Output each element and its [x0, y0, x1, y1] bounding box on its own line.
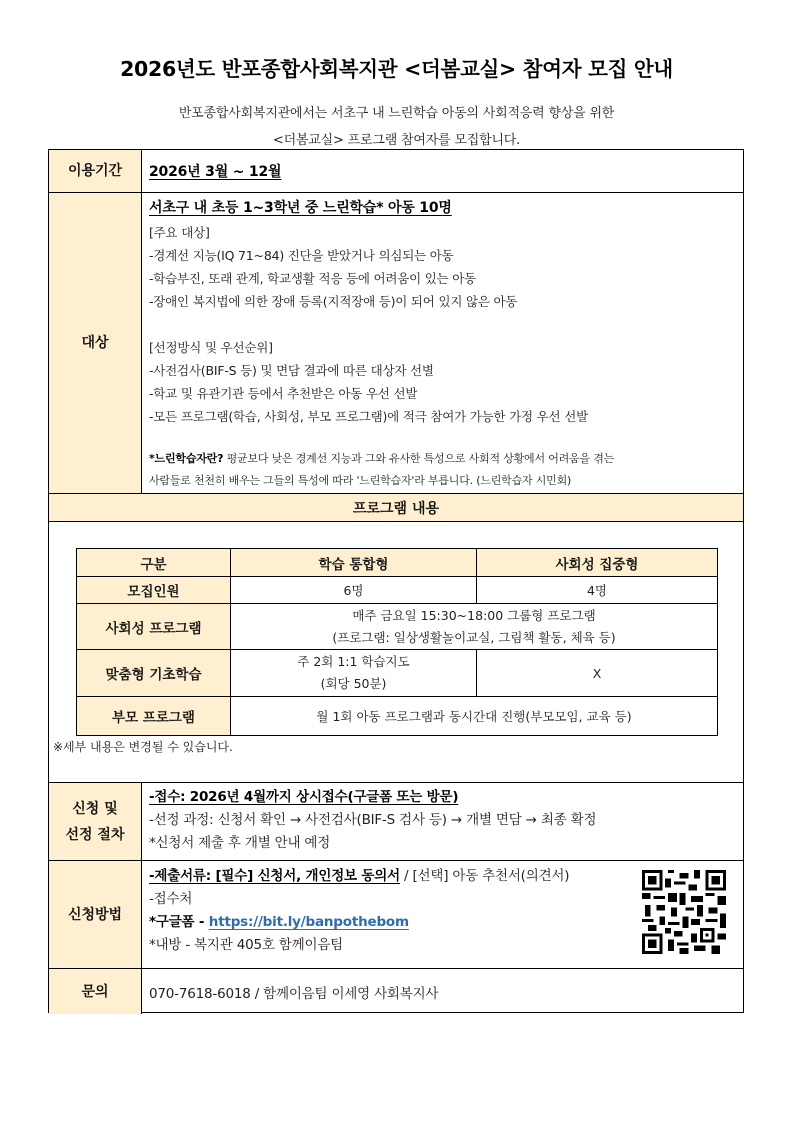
table-row [77, 650, 718, 697]
social-program-value: 매주 금요일 15:30~18:00 그룹형 프로그램 (프로그램: 일상생활놀이교실, 그림책 활동, 체육 등) [231, 604, 718, 650]
procedure-steps: -선정 과정: 신청서 확인 → 사전검사(BIF-S 검사 등) → 개별 면담 → 최종 확정 [149, 812, 597, 828]
procedure-note: *신청서 제출 후 개별 안내 예정 [149, 835, 331, 851]
visit-info: *내방 - 복지관 405호 함께이음팀 [149, 937, 344, 953]
required-docs: -제출서류: [필수] 신청서, 개인정보 동의서 [149, 868, 400, 884]
table-row [77, 697, 718, 736]
main-target-item: -학습부진, 또래 관계, 학교생활 적응 등에 어려움이 있는 아동 [149, 271, 477, 286]
header-social: 사회성 집중형 [477, 549, 718, 577]
recruit-label: 모집인원 [77, 577, 231, 604]
recruit-learning: 6명 [231, 577, 477, 604]
optional-docs: / [선택] 아동 추천서(의견서) [399, 868, 570, 884]
definition-bold: *느린학습자란? [149, 452, 224, 465]
header-learning: 학습 통합형 [231, 549, 477, 577]
contact-label: 문의 [49, 969, 142, 1014]
row-contact [49, 969, 743, 1014]
row-target [49, 193, 743, 494]
recruit-social: 4명 [477, 577, 718, 604]
custom-learning-value: 주 2회 1:1 학습지도 (회당 50분) [231, 650, 477, 697]
program-header-row [77, 549, 718, 577]
apply-label: 신청방법 [49, 861, 142, 968]
selection-item: -학교 및 유관기관 등에서 추천받은 아동 우선 선발 [149, 386, 418, 401]
program-table [76, 548, 718, 736]
target-label: 대상 [49, 193, 142, 493]
period-value: 2026년 3월 ~ 12월 [149, 164, 282, 180]
intro-text [0, 100, 793, 154]
parent-program-label: 부모 프로그램 [77, 697, 231, 736]
procedure-label-1: 신청 및 [72, 800, 118, 817]
row-period [49, 150, 743, 193]
intro-line: 반포종합사회복지관에서는 서초구 내 느린학습 아동의 사회적응력 향상을 위한 [178, 106, 615, 121]
table-row [77, 577, 718, 604]
selection-item: -모든 프로그램(학습, 사회성, 부모 프로그램)에 적극 참여가 가능한 가정 우선 선발 [149, 409, 588, 424]
intro-line: <더봄교실> 프로그램 참여자를 모집합니다. [272, 133, 521, 148]
info-table [48, 149, 744, 1013]
custom-learning-label: 맞춤형 기초학습 [77, 650, 231, 697]
definition-text-2: 사람들로 천천히 배우는 그들의 특성에 따라 '느린학습자'라 부릅니다. (느린학습자 시민회) [149, 474, 572, 487]
procedure-intake: -접수: 2026년 4월까지 상시접수(구글폼 또는 방문) [149, 789, 459, 805]
table-row [77, 604, 718, 650]
row-procedure [49, 783, 743, 861]
qr-code-icon[interactable] [641, 870, 727, 954]
period-label: 이용기간 [49, 150, 142, 192]
definition-text: *느린학습자란? 평균보다 낮은 경계선 지능과 그와 유사한 특성으로 사회적 상황에서 어려움을 겪는 [149, 452, 615, 465]
contact-value: 070-7618-6018 / 함께이음팀 이세영 사회복지사 [149, 985, 439, 1002]
google-form-label: *구글폼 - [149, 914, 209, 930]
google-form-link[interactable]: https://bit.ly/banpothebom [208, 914, 409, 930]
parent-program-value: 월 1회 아동 프로그램과 동시간대 진행(부모모임, 교육 등) [231, 697, 718, 736]
custom-learning-social: X [477, 650, 718, 697]
selection-heading: [선정방식 및 우선순위] [149, 340, 273, 355]
main-target-item: -경계선 지능(IQ 71~84) 진단을 받았거나 의심되는 아동 [149, 248, 454, 263]
apply-place: -접수처 [149, 891, 193, 907]
row-apply [49, 861, 743, 969]
header-category: 구분 [77, 549, 231, 577]
row-program [49, 522, 743, 783]
main-target-item: -장애인 복지법에 의한 장애 등록(지적장애 등)이 되어 있지 않은 아동 [149, 294, 518, 309]
page-title: 2026년도 반포종합사회복지관 <더봄교실> 참여자 모집 안내 [120, 57, 673, 81]
change-notice: ※세부 내용은 변경될 수 있습니다. [53, 740, 233, 754]
target-headline: 서초구 내 초등 1~3학년 중 느린학습* 아동 10명 [149, 200, 452, 216]
selection-item: -사전검사(BIF-S 등) 및 면담 결과에 따른 대상자 선별 [149, 363, 434, 378]
social-program-label: 사회성 프로그램 [77, 604, 231, 650]
procedure-label-2: 선정 절차 [65, 826, 125, 843]
program-section-title: 프로그램 내용 [49, 494, 743, 522]
main-target-heading: [주요 대상] [149, 225, 210, 240]
